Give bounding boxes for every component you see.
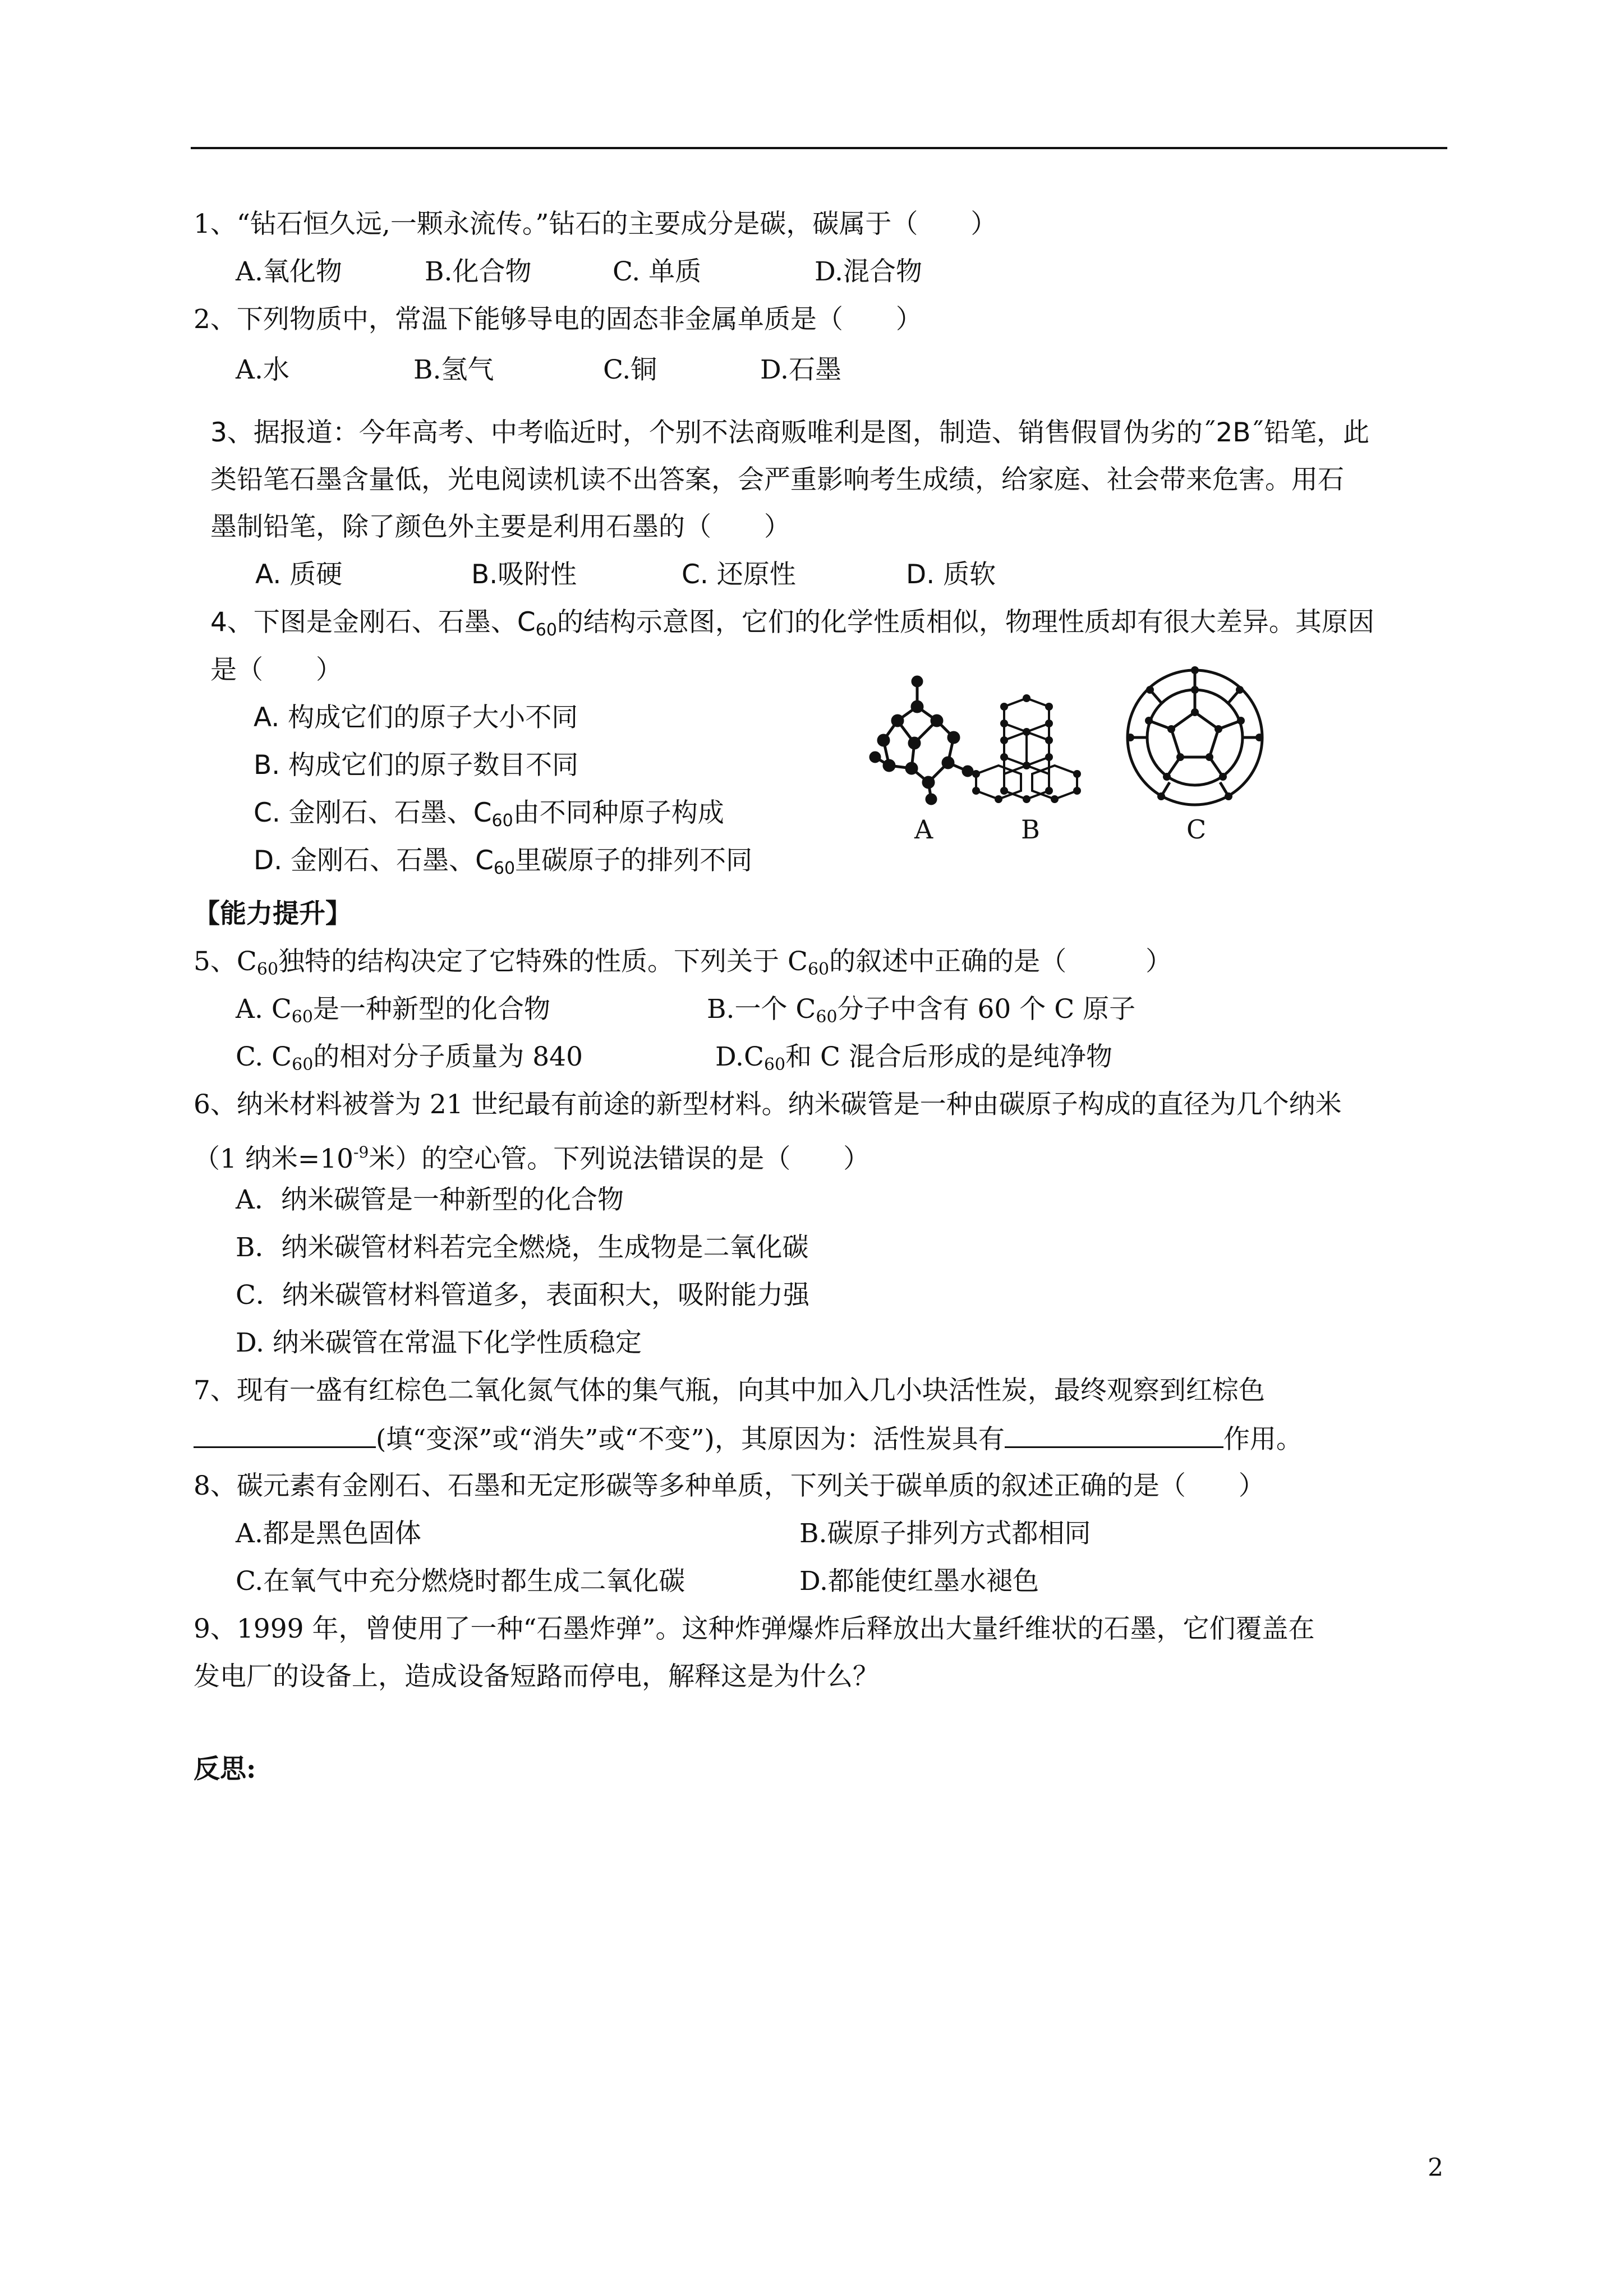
figure-label-a: A (914, 814, 933, 845)
q1-option-c: C. 单质 (613, 256, 702, 287)
carbon-structures-figure (864, 665, 1279, 850)
q4-line-1: 4、下图是金刚石、石墨、$C_{60}$的结构示意图，它们的化学性质相似，物理性质却有很大差异。其原因 (210, 607, 1374, 640)
q4-option-a: A. 构成它们的原子大小不同 (254, 702, 578, 733)
q9-line-1: 9、1999 年，曾使用了一种“石墨炸弹”。这种炸弹爆炸后释放出大量纤维状的石墨，它们覆盖在 (194, 1613, 1315, 1644)
q6-line-2: （1 纳米$=10^{-9}$米）的空心管。下列说法错误的是（ ） (194, 1143, 870, 1174)
q7-line-1: 7、现有一盛有红棕色二氧化氮气体的集气瓶，向其中加入几小块活性炭，最终观察到红棕色 (194, 1375, 1265, 1406)
q1-stem: 1、“钻石恒久远,一颗永流传。”钻石的主要成分是碳，碳属于（ ） (194, 209, 997, 239)
q3-line-1: 3、据报道：今年高考、中考临近时，个别不法商贩唯利是图，制造、销售假冒伪劣的˝2B˝铅笔，此 (210, 417, 1370, 448)
q8-option-d: D.都能使红墨水褪色 (799, 1566, 1039, 1597)
q7-blank-1[interactable] (194, 1422, 376, 1448)
q6-option-a: A．纳米碳管是一种新型的化合物 (236, 1184, 624, 1215)
q1-option-d: D.混合物 (815, 256, 922, 287)
q6-line-1: 6、纳米材料被誉为 21 世纪最有前途的新型材料。纳米碳管是一种由碳原子构成的直径为几个纳米 (194, 1089, 1342, 1120)
q4-option-c: C. 金刚石、石墨、$C_{60}$由不同种原子构成 (254, 797, 724, 831)
q6-option-d: D. 纳米碳管在常温下化学性质稳定 (236, 1327, 642, 1358)
q7-blank-2[interactable] (1005, 1422, 1223, 1448)
q6-option-c: C．纳米碳管材料管道多，表面积大，吸附能力强 (236, 1280, 809, 1311)
q3-option-c: C. 还原性 (682, 559, 796, 590)
q7-line-2: (填“变深”或“消失”或“不变”)，其原因为：活性炭具有 作用。 (194, 1422, 1303, 1456)
q2-stem: 2、下列物质中，常温下能够导电的固态非金属单质是（ ） (194, 304, 922, 335)
q1-option-a: A.氧化物 (236, 256, 342, 287)
page-number: 2 (1428, 2154, 1443, 2182)
graphite-structure (976, 698, 1077, 799)
figure-label-c: C (1186, 814, 1207, 845)
q3-option-a: A. 质硬 (255, 559, 343, 590)
q6-option-b: B．纳米碳管材料若完全燃烧，生成物是二氧化碳 (236, 1232, 809, 1263)
q8-stem: 8、碳元素有金刚石、石墨和无定形碳等多种单质，下列关于碳单质的叙述正确的是（ ） (194, 1470, 1265, 1501)
q3-option-d: D. 质软 (906, 559, 996, 590)
q3-line-2: 类铅笔石墨含量低，光电阅读机读不出答案，会严重影响考生成绩，给家庭、社会带来危害。用石 (210, 464, 1344, 495)
q5-option-a: A. $C_{60}$是一种新型的化合物 (236, 994, 550, 1027)
q3-option-b: B.吸附性 (471, 559, 577, 590)
q5-option-b: B.一个 $C_{60}$分子中含有 60 个 C 原子 (707, 994, 1136, 1027)
q9-line-2: 发电厂的设备上，造成设备短路而停电，解释这是为什么？ (194, 1661, 879, 1692)
figure-label-b: B (1021, 814, 1040, 845)
diamond-structure (871, 677, 972, 804)
q5-stem: 5、$C_{60}$独特的结构决定了它特殊的性质。下列关于 $C_{60}$的叙述中正确的是（ ） (194, 946, 1172, 979)
q8-option-a: A.都是黑色固体 (236, 1518, 421, 1549)
q4-option-b: B. 构成它们的原子数目不同 (254, 750, 579, 781)
q8-option-c: C.在氧气中充分燃烧时都生成二氧化碳 (236, 1566, 686, 1597)
q2-option-a: A.水 (236, 354, 289, 385)
q2-option-c: C.铜 (603, 354, 657, 385)
header-rule (191, 147, 1447, 149)
q2-option-b: B.氢气 (413, 354, 494, 385)
q8-option-b: B.碳原子排列方式都相同 (799, 1518, 1091, 1549)
q3-line-3: 墨制铅笔，除了颜色外主要是利用石墨的（ ） (210, 511, 790, 542)
q5-option-d: $D.C_{60}$和 C 混合后形成的是纯净物 (715, 1041, 1112, 1075)
q4-option-d: D. 金刚石、石墨、$C_{60}$里碳原子的排列不同 (254, 845, 753, 878)
q4-line-2: 是（ ） (210, 654, 342, 685)
q2-option-d: D.石墨 (760, 354, 841, 385)
reflection-label: 反思: (194, 1754, 256, 1785)
section-title: 【能力提升】 (194, 898, 352, 929)
q5-option-c: C. $C_{60}$的相对分子质量为 840 (236, 1041, 583, 1075)
q1-option-b: B.化合物 (425, 256, 532, 287)
